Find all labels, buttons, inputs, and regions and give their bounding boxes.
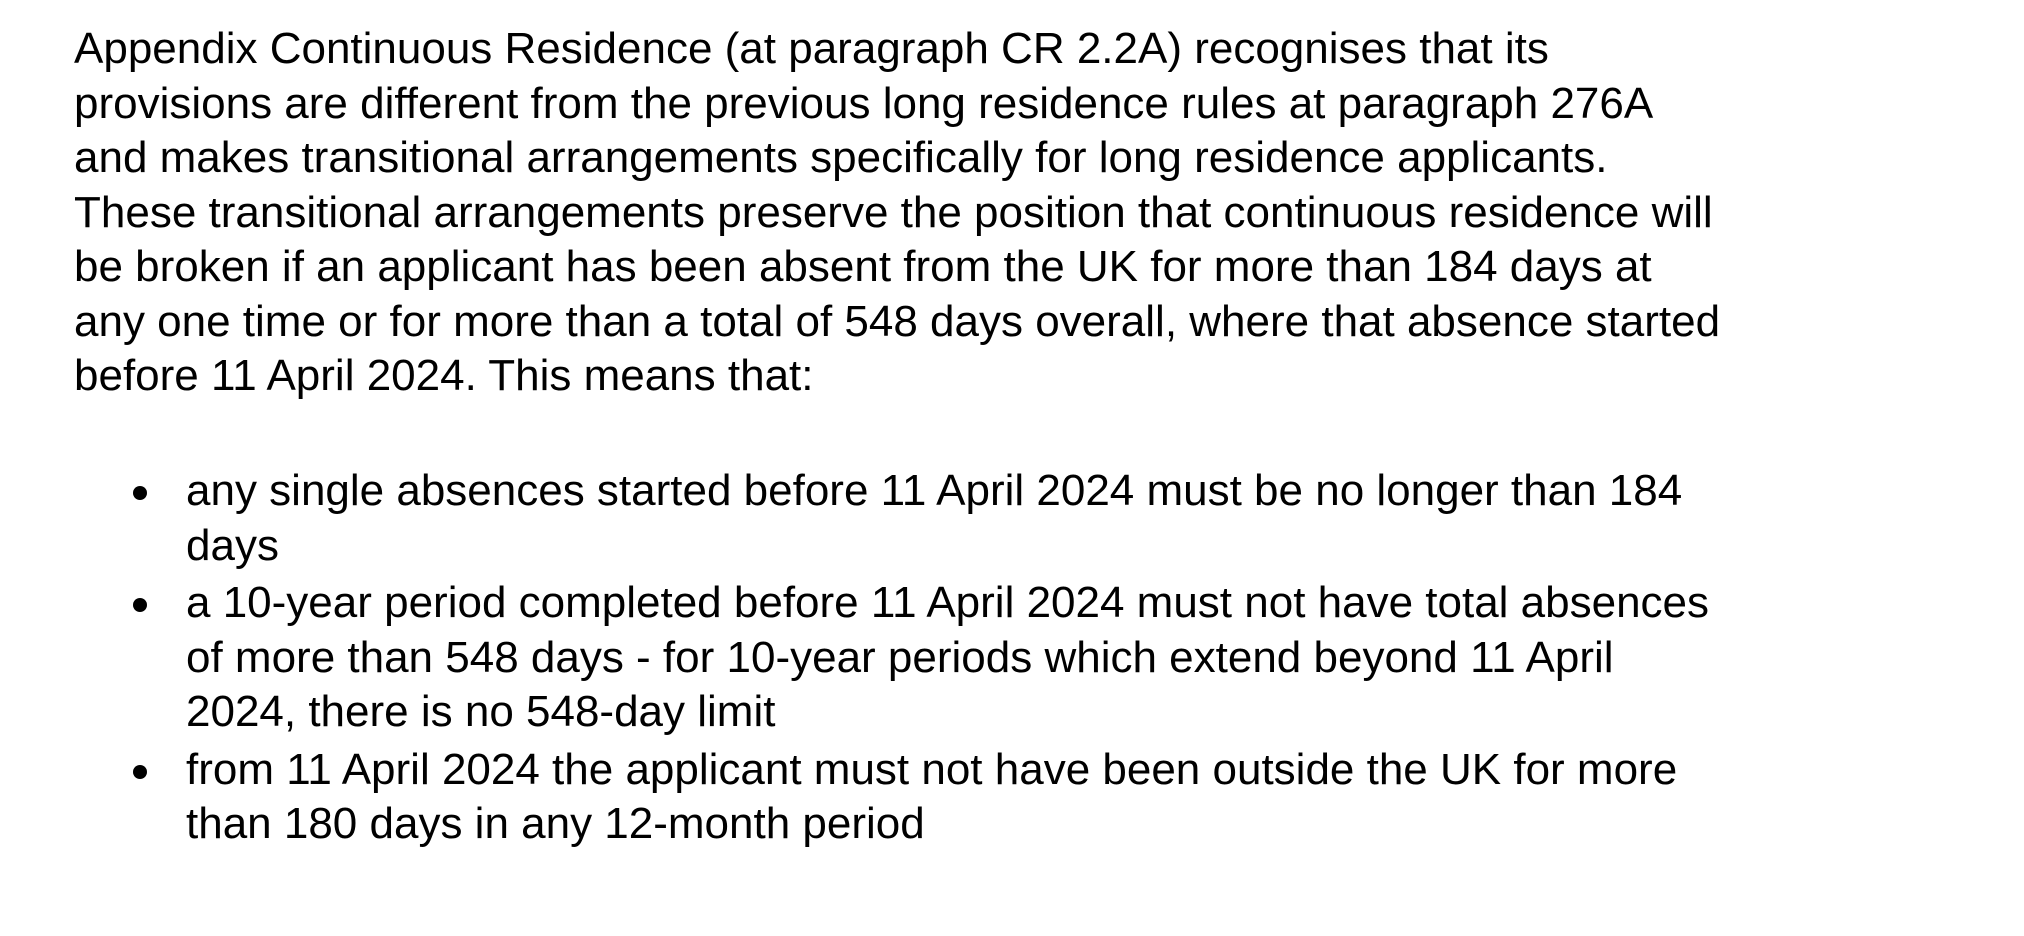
intro-paragraph xyxy=(74,22,1954,404)
bullet-line: 2024, there is no 548-day limit xyxy=(186,687,776,736)
bullet-line: than 180 days in any 12-month period xyxy=(186,799,925,848)
intro-line: before 11 April 2024. This means that: xyxy=(74,351,814,400)
list-item xyxy=(0,576,2024,740)
intro-line: provisions are different from the previous long residence rules at paragraph 276A xyxy=(74,78,1654,128)
intro-line: any one time or for more than a total of 548 days overall, where that absence started xyxy=(74,296,1721,346)
bullet-line: of more than 548 days - for 10-year periods which extend beyond 11 April xyxy=(186,632,1614,682)
bullet-icon xyxy=(133,598,147,612)
bullet-line: days xyxy=(186,520,279,570)
bullet-line: a 10-year period completed before 11 April 2024 must not have total absences xyxy=(186,578,1710,627)
bullet-text xyxy=(186,743,2024,852)
intro-line: be broken if an applicant has been absent from the UK for more than 184 days at xyxy=(74,242,1652,291)
bullet-icon xyxy=(133,486,147,500)
intro-line: These transitional arrangements preserve the position that continuous residence will xyxy=(74,187,1713,237)
bullet-list xyxy=(0,464,2024,855)
bullet-icon xyxy=(133,765,147,779)
bullet-text xyxy=(186,464,2024,573)
bullet-line: any single absences started before 11 April 2024 must be no longer than 184 xyxy=(186,466,1683,515)
bullet-text xyxy=(186,576,2024,740)
intro-line: and makes transitional arrangements specifically for long residence applicants. xyxy=(74,133,1608,182)
list-item xyxy=(0,743,2024,852)
bullet-line: from 11 April 2024 the applicant must not have been outside the UK for more xyxy=(186,744,1678,794)
list-item xyxy=(0,464,2024,573)
intro-line: Appendix Continuous Residence (at paragraph CR 2.2A) recognises that its xyxy=(74,24,1549,73)
